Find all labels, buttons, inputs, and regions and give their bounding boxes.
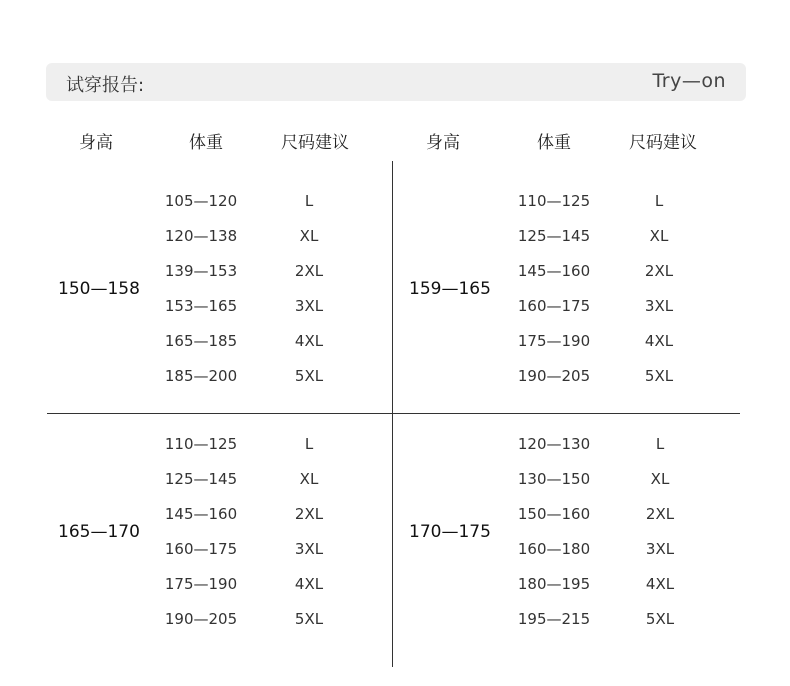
weight-range: 120—138 xyxy=(164,227,238,245)
size-suggestion: 2XL xyxy=(294,262,324,280)
size-suggestion: XL xyxy=(649,227,669,245)
header-weight-left: 体重 xyxy=(189,133,223,153)
weight-range: 145—160 xyxy=(517,262,591,280)
weight-range: 175—190 xyxy=(517,332,591,350)
banner-tryon-label: Try—on xyxy=(652,70,726,92)
horizontal-divider xyxy=(47,413,740,414)
weight-range: 125—145 xyxy=(164,470,238,488)
weight-range: 145—160 xyxy=(164,505,238,523)
weight-range: 153—165 xyxy=(164,297,238,315)
height-range: 165—170 xyxy=(58,521,140,542)
weight-range: 110—125 xyxy=(164,435,238,453)
weight-range: 120—130 xyxy=(517,435,591,453)
height-range: 159—165 xyxy=(409,278,491,299)
size-suggestion: 5XL xyxy=(644,367,674,385)
size-suggestion: L xyxy=(304,435,314,453)
header-size-right: 尺码建议 xyxy=(629,133,697,153)
size-suggestion: 3XL xyxy=(294,297,324,315)
weight-range: 190—205 xyxy=(164,610,238,628)
header-height-right: 身高 xyxy=(426,133,460,153)
size-suggestion: 5XL xyxy=(645,610,675,628)
size-suggestion: 4XL xyxy=(645,575,675,593)
weight-range: 105—120 xyxy=(164,192,238,210)
weight-range: 150—160 xyxy=(517,505,591,523)
weight-range: 160—175 xyxy=(164,540,238,558)
size-suggestion: XL xyxy=(299,227,319,245)
weight-range: 130—150 xyxy=(517,470,591,488)
size-suggestion: XL xyxy=(650,470,670,488)
weight-range: 165—185 xyxy=(164,332,238,350)
weight-range: 180—195 xyxy=(517,575,591,593)
report-banner xyxy=(46,63,746,101)
weight-range: 185—200 xyxy=(164,367,238,385)
size-suggestion: 4XL xyxy=(644,332,674,350)
size-suggestion: 5XL xyxy=(294,367,324,385)
weight-range: 195—215 xyxy=(517,610,591,628)
size-suggestion: 3XL xyxy=(645,540,675,558)
weight-range: 160—175 xyxy=(517,297,591,315)
size-suggestion: 3XL xyxy=(294,540,324,558)
weight-range: 110—125 xyxy=(517,192,591,210)
weight-range: 139—153 xyxy=(164,262,238,280)
header-weight-right: 体重 xyxy=(537,133,571,153)
weight-range: 175—190 xyxy=(164,575,238,593)
size-suggestion: 2XL xyxy=(645,505,675,523)
size-suggestion: L xyxy=(655,435,665,453)
size-suggestion: L xyxy=(654,192,664,210)
size-suggestion: 2XL xyxy=(644,262,674,280)
size-suggestion: 3XL xyxy=(644,297,674,315)
vertical-divider xyxy=(392,161,393,667)
header-height-left: 身高 xyxy=(79,133,113,153)
height-range: 170—175 xyxy=(409,521,491,542)
size-suggestion: 2XL xyxy=(294,505,324,523)
weight-range: 125—145 xyxy=(517,227,591,245)
size-suggestion: 5XL xyxy=(294,610,324,628)
header-size-left: 尺码建议 xyxy=(281,133,349,153)
size-suggestion: L xyxy=(304,192,314,210)
banner-title: 试穿报告: xyxy=(66,75,145,96)
size-suggestion: 4XL xyxy=(294,332,324,350)
weight-range: 190—205 xyxy=(517,367,591,385)
weight-range: 160—180 xyxy=(517,540,591,558)
size-suggestion: 4XL xyxy=(294,575,324,593)
height-range: 150—158 xyxy=(58,278,140,299)
size-suggestion: XL xyxy=(299,470,319,488)
